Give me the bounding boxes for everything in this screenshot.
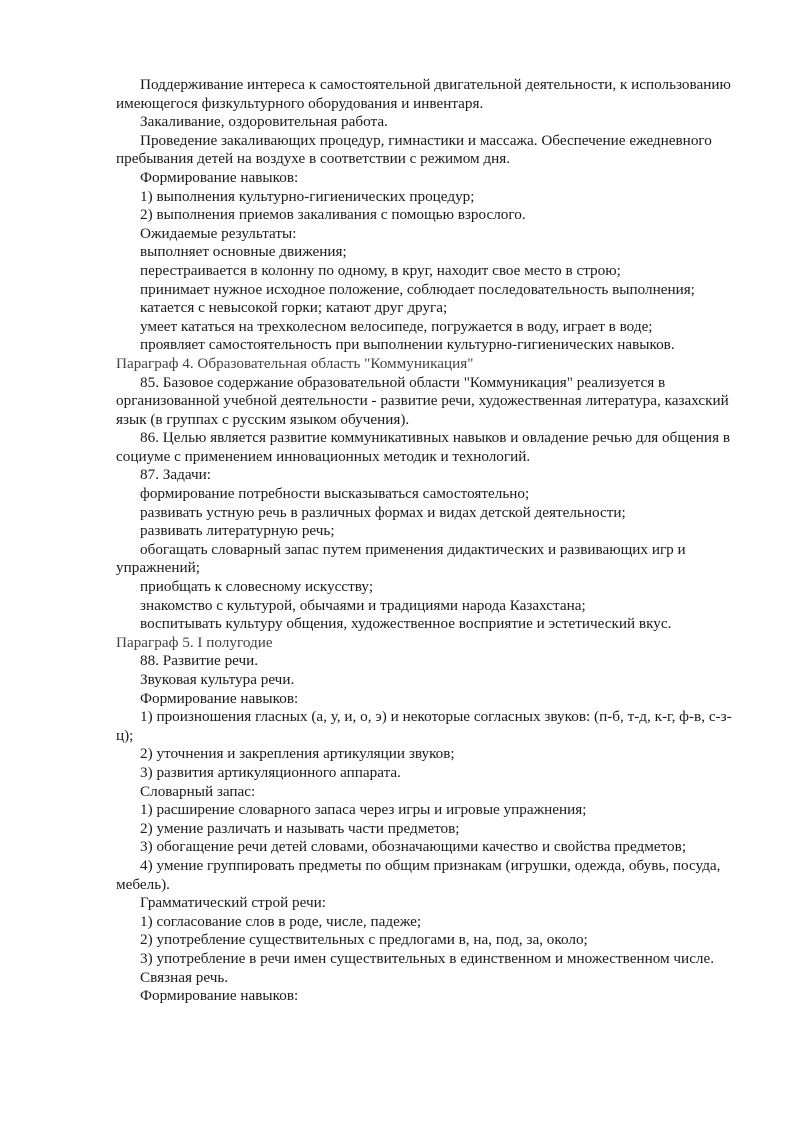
paragraph: 87. Задачи: bbox=[140, 466, 211, 484]
paragraph: 2) выполнения приемов закаливания с помощью взрослого. bbox=[140, 206, 526, 224]
paragraph: развивать литературную речь; bbox=[140, 522, 335, 540]
document-body bbox=[116, 76, 746, 1006]
paragraph: Связная речь. bbox=[140, 968, 229, 986]
paragraph: 3) обогащение речи детей словами, обозначающими качество и свойства предметов; bbox=[140, 838, 687, 856]
paragraph: 1) выполнения культурно-гигиенических процедур; bbox=[140, 187, 475, 205]
paragraph: 1) расширение словарного запаса через игры и игровые упражнения; bbox=[140, 801, 587, 819]
paragraph: 1) согласование слов в роде, числе, падеже; bbox=[140, 912, 422, 930]
paragraph: 2) уточнения и закрепления артикуляции звуков; bbox=[140, 745, 455, 763]
paragraph: 2) употребление существительных с предлогами в, на, под, за, около; bbox=[140, 931, 588, 949]
paragraph: знакомство с культурой, обычаями и традициями народа Казахстана; bbox=[140, 596, 586, 614]
paragraph: приобщать к словесному искусству; bbox=[140, 578, 374, 596]
paragraph: Формирование навыков: bbox=[140, 987, 299, 1005]
paragraph: развивать устную речь в различных формах и видах детской деятельности; bbox=[140, 503, 626, 521]
paragraph: перестраивается в колонну по одному, в круг, находит свое место в строю; bbox=[140, 261, 621, 279]
paragraph: воспитывать культуру общения, художественное восприятие и эстетический вкус. bbox=[140, 615, 672, 633]
paragraph: 3) употребление в речи имен существительных в единственном и множественном числе. bbox=[140, 949, 715, 967]
paragraph: 3) развития артикуляционного аппарата. bbox=[140, 763, 401, 781]
paragraph: 85. Базовое содержание образовательной области "Коммуникация" реализуется в организованной учебной деятельности - развитие речи, художественная литература, казахский язык (в группах с русским языком обучения). bbox=[116, 373, 729, 428]
section-heading: Параграф 5. I полугодие bbox=[116, 633, 273, 651]
paragraph: Звуковая культура речи. bbox=[140, 671, 295, 688]
section-heading: Параграф 4. Образовательная область "Коммуникация" bbox=[116, 354, 474, 372]
paragraph: Поддерживание интереса к самостоятельной двигательной деятельности, к использованию имеющегося физкультурного оборудования и инвентаря. bbox=[116, 76, 731, 112]
paragraph: выполняет основные движения; bbox=[140, 243, 347, 261]
paragraph: Грамматический строй речи: bbox=[140, 894, 326, 912]
paragraph: 88. Развитие речи. bbox=[140, 652, 259, 670]
paragraph: 4) умение группировать предметы по общим признакам (игрушки, одежда, обувь, посуда, мебель). bbox=[116, 856, 721, 893]
paragraph: обогащать словарный запас путем применения дидактических и развивающих игр и упражнений; bbox=[116, 540, 686, 577]
paragraph: принимает нужное исходное положение, соблюдает последовательность выполнения; bbox=[140, 280, 695, 298]
paragraph: Словарный запас: bbox=[140, 782, 256, 800]
paragraph: Проведение закаливающих процедур, гимнастики и массажа. Обеспечение ежедневного пребывания детей на воздухе в соответствии с режимом дня. bbox=[116, 131, 712, 168]
paragraph: умеет кататься на трехколесном велосипеде, погружается в воду, играет в воде; bbox=[140, 317, 653, 335]
paragraph: 86. Целью является развитие коммуникативных навыков и овладение речью для общения в социуме с применением инновационных методик и технологий. bbox=[116, 429, 731, 465]
paragraph: Формирование навыков: bbox=[140, 689, 299, 707]
paragraph: катается с невысокой горки; катают друг друга; bbox=[140, 299, 448, 317]
paragraph: Ожидаемые результаты: bbox=[140, 224, 297, 242]
paragraph: 2) умение различать и называть части предметов; bbox=[140, 819, 460, 837]
paragraph: 1) произношения гласных (а, у, и, о, э) и некоторые согласных звуков: (п-б, т-д, к-г, ф-в, с-з-ц); bbox=[116, 708, 732, 744]
paragraph: Закаливание, оздоровительная работа. bbox=[140, 113, 388, 131]
paragraph: формирование потребности высказываться самостоятельно; bbox=[140, 485, 530, 503]
paragraph: Формирование навыков: bbox=[140, 168, 299, 186]
paragraph: проявляет самостоятельность при выполнении культурно-гигиенических навыков. bbox=[140, 336, 675, 354]
